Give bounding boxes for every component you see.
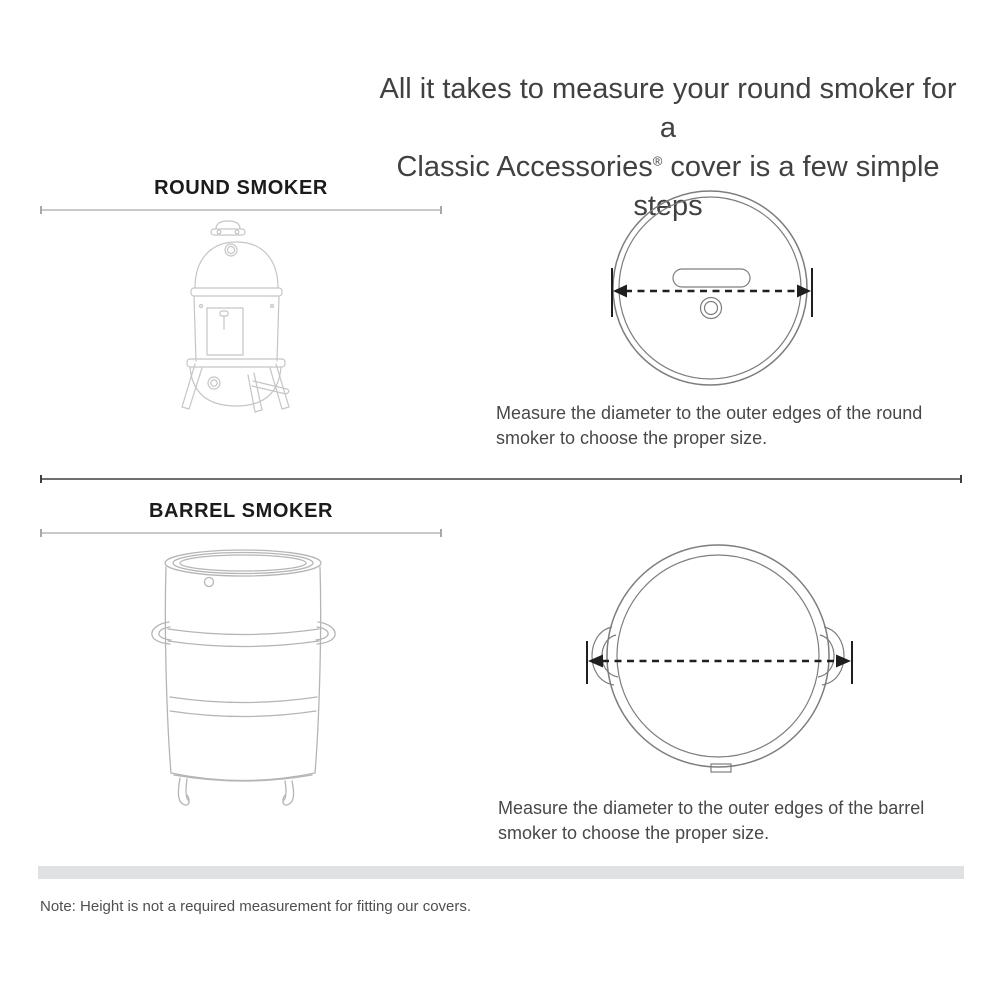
- barrel-smoker-title-rule: [40, 532, 442, 534]
- round-smoker-title: ROUND SMOKER: [154, 177, 328, 199]
- round-smoker-title-rule: [40, 209, 442, 211]
- page-title-line1: All it takes to measure your round smoker for a: [379, 73, 957, 144]
- round-smoker-illustration: [150, 213, 350, 413]
- footer-bar: [38, 866, 964, 879]
- barrel-smoker-sketch-lines: [152, 550, 335, 805]
- section-divider: [40, 478, 962, 480]
- lid-handle-top-view: [673, 269, 750, 287]
- left-arrowhead: [613, 285, 627, 298]
- lid-vent-top-view: [701, 298, 722, 319]
- round-caption-line2: smoker to choose the proper size.: [496, 428, 768, 448]
- barrel-smoker-title: BARREL SMOKER: [148, 500, 334, 522]
- brand-name: Classic Accessories: [396, 151, 653, 183]
- barrel-caption-line1: Measure the diameter to the outer edges of the barrel: [498, 798, 925, 818]
- page-title-line2-rest: cover is a few simple steps: [633, 151, 940, 222]
- barrel-latch-tab: [711, 764, 731, 772]
- barrel-measure-caption: [498, 796, 924, 846]
- barrel-smoker-illustration: [140, 545, 380, 815]
- right-barrel-handle: [822, 627, 844, 685]
- round-measure-caption: [496, 401, 922, 451]
- registered-trademark-symbol: ®: [652, 153, 663, 169]
- round-smoker-top-view-diagram: [585, 182, 840, 400]
- barrel-caption-line2: smoker to choose the proper size.: [498, 823, 770, 843]
- barrel-smoker-top-view-diagram: [572, 537, 868, 782]
- footer-note: Note: Height is not a required measurement for fitting our covers.: [40, 898, 472, 915]
- right-arrowhead: [797, 285, 811, 298]
- left-arrowhead: [588, 655, 603, 668]
- round-smoker-sketch-lines: [182, 221, 289, 412]
- round-caption-line1: Measure the diameter to the outer edges of the round: [496, 403, 923, 423]
